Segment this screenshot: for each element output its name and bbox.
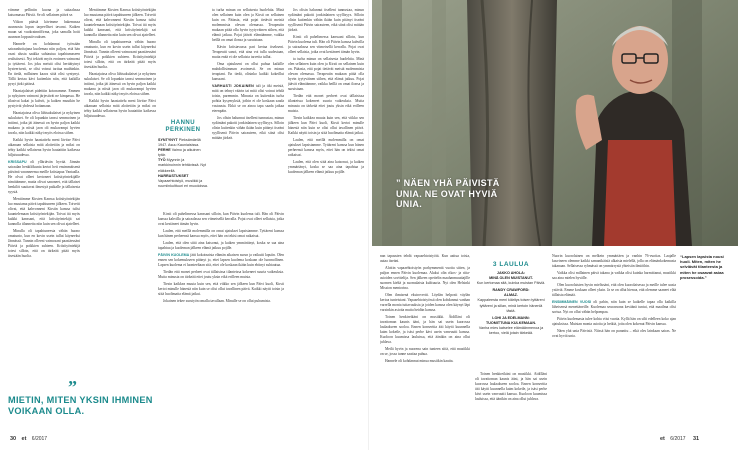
paragraph: Nuorin kuorolainen on melkein ymmärtäen ja vanhin 76-vuotias. Laajalle kasvineen olemme kaikki samanikäisiä alkaisia mielellä, jolla on elämänkokemusta takanaan. Sellaisessa ryhmässä on ymmärrystä yhteisiin ilmiöihin. [552, 254, 676, 268]
paragraph: Jos olisin halunnut itselleni tunnustaa, minun sydäntäni pakotti jonkinlainen syyllisyys. Silloin olisin kuitenkin vähän ikään kuin pitänyt itseäni syyllisenä Päivin sairauteen, eikä siinä olisi mitään järkeä. [288, 8, 364, 32]
paragraph: Jokainen tekee surutyön omalla tavallaan. Minulle se on ollut puhumista. [163, 299, 271, 303]
magazine-logo: et [660, 436, 665, 442]
paragraph: Olen kuorolaisten hyvin mielissäni, että olen kuorolaisessa ja meille tulee uusia ystäviä. Emme koskaan olleet yksin. Ja se on ollut hienoa, että olemme saaneet elää tällaista elämää. [552, 283, 676, 297]
paragraph: viimme pelliniin kuona ja saitaalassa katsomassa Päiviä. Se oli sellainen päivä se. [8, 8, 80, 17]
paragraph: Minulla oli tapahtuneesta vähän huono omatunto, kun en kovin usein tullut käyneeksi Jännässä. Tunnin olleeni vaimosani paastäessäni Päiviä ja poikkien suhteen. Kriisityöntekijä totesi silloin, että on tärkeää pitää myös itsestään huolta. [84, 40, 156, 69]
paragraph: Kaikki hyvin haastattelu meni lävitse Päivi aikanaan sellaisia mitä aloitettiin ja miksi on tehty kaikki sellaisena hyvin hautattiin kaikessa hiljaisuudessa. [84, 99, 156, 118]
left-column-1b [84, 8, 156, 378]
paragraph: ta turha minun on sellaisesta huolehtia. Minä olen sellainen kuin olen ja Kirsti on sellainen kuin on. Pääasia, että pojat tietävät meistä molemmista olevan olemassa. Terapeutin mukaan pitää olla hyvin tyytyväinen siihen, että elämä jatkuu. Pojat jäävät elämäämme, vaikka heillä on omat ilonsa ja suruistaan. [212, 8, 284, 42]
section-paragraph [8, 160, 80, 195]
paragraph: Tiesin kaikkea muuta kuin sen, että viikko sen jälkeen kun Päivi kuoli, Kirsti kertoi minulle hänestä niin kuin se olisi ollut tavallinen päivä. Kaikki näytti toisin ja siitä huolimatta elämä jatkui. [288, 116, 364, 135]
paragraph: ta turha minun on sellaisesta huolehtia. Minä olen sellainen kuin olen ja Kirsti on sellainen kuin on. Pääasia, että pojat tietävät meistä molemmista olevan olemassa. Terapeutin mukaan pitää olla hyvin tyytyväinen siihen, että elämä jatkuu. Pojat jäävät elämäämme, vaikka heillä on omat ilonsa ja suruistaan. [288, 57, 364, 91]
paragraph: Laulen, että olen siitä aina katsonut, ja kaiken ymmärtänyt, koska se saa aina tapahtua ja kuoleman jälkeen elämä jatkuu pojille. [158, 241, 284, 250]
paragraph: Tiedän että monet perheet ovat tällaisissa tilanteissa kokeneet suuria vaikeuksia. Mutta minusta on tärkeää ettei joutu yksin eikä erilleen muista. [288, 94, 364, 113]
paragraph: Meilä hyvin ja nuorena sain tunteen siitä, että musiikki on se, jossa tunne saattaa puhua. [380, 347, 470, 356]
left-footer [10, 436, 47, 442]
paragraph: Tiedän että monet perheet ovat tällaisissa tilanteissa kokeneet suuria vaikeuksia. Mutta minusta on tärkeää ettei joutu yksin eikä erilleen muista. [158, 270, 284, 279]
issue-number: 6/2017 [670, 436, 686, 442]
paragraph: Haastajalaiset pidettiin kotonamme. Emmen ja nykyinen vaimoni järjestivät ne kimpassa. He tilasivat kakat ja kahvit, ja kaiken muutkin he pystyivät yhdessä hoitamaan. [8, 89, 80, 108]
section-paragraph: ENSIMMÄINEN VUOSI oli pahin, niin kuin se kaikelle tapaa olla kaikilla läheisensä menettäneille. Kuolemaa seuraavana keväänä tuntui, että maailma olisi sortua. Nyt on ollut vähän helpompaa. [552, 300, 676, 314]
paragraph: Laulen, että meillä molemmilla on omat ajatukset lapsistamme. Tyttäreni kanssa kun hänen perheensä kanssa myös, ettei hän on tekisi omat ratkaisut. [158, 229, 284, 238]
paragraph: Toinen henkireikäni on musiikki. Äidilläni oli tavattoman kaunis ääni, ja hän sai usein kuorossa laulaakseen sooloa. Ennen konserttia äiti käytti kuunnella kaim kokeile, ja isäsi perhe kävi usein vanvuutti kanssa. Kuoloon kuumissa lauluissa, että äänikin on aina ollut juhlava. [475, 372, 547, 401]
profile-work: TYÖ Myynnin ja markkinoinnin tehtävissä. Nyt eläkkeellä. [158, 158, 206, 173]
profile-born: SYNTYNYT Pieksämäellä 1947. Asuu Kauniaisissa. [158, 138, 201, 148]
side-quote: “Lapsen lapsista nousi huoli. Miten, miten he selviävät tilanteesta ja miten he osaavat asiaa prosessoida.” [680, 254, 724, 280]
profile-name: HANNU PERKINEN [165, 120, 201, 133]
paragraph: Kirsti oli puhelimessa kanssani silloin, kun Päivin kuolema tuli. Hän oli Päivin kanssa kahvilla ja sairaalassa sen viimeisellä kerralla. Pojat ovat olleet sellaisia, jotka ovat kestäneet tämän hyvin. [288, 35, 364, 54]
section-paragraph: PÄIVIN KUOLEMA jätti kokoinaista elämän aikaisen surun ja vaikutti lapsiin. Olen ennen sen kokemukseen pitänyt jo, ettei lapsen kuolema koskaan ole luonnollinen. Lapsen kuolema ei luonteeltaan sitä, ettei ole koskaan ikään kuin ehtinyt suhtautua. [158, 253, 284, 267]
right-column-1 [380, 254, 470, 434]
quote-mark-icon: ” [396, 178, 401, 188]
paragraph: Tiesin kaikkea muuta kuin sen, että viikko sen jälkeen kun Päivi kuoli, Kirsti kertoi minulle hänestä niin kuin se olisi ollut tavallinen päivä. Kaikki näytti toisin ja siitä huolimatta elämä jatkui. [158, 282, 284, 296]
section-lead: KRISSAPU [8, 160, 27, 164]
profile-family: PERHE Vaimo ja aikuinen tytär. [158, 148, 201, 158]
left-column-3 [288, 8, 364, 428]
left-column-2-top [212, 8, 284, 208]
paragraph: Hannele on kohdannut työssään sairaanhoitajana kuolemaa niin paljon, että hän osasi alusta saakka suhtautua tapahtumaseen realistisesti. Nyt tekivät myös eroimen vaimonsi ja tyttäreni. Jos joku meistä olisi herttätytnyt hysteerisesti, se olisi voinut tarttua muihinkin. En tiedä, millainen kaaos siitä olisi syntynyt. Tällä kertaa kävi kuitenkin niin, että kaikilla pysyi järki päässä. [8, 42, 80, 86]
paragraph: Kirsti oli puhelimessa kanssani silloin, kun Päivin kuolema tuli. Hän oli Päivin kanssa kahvilla ja sairaalassa sen viimeisellä kerralla. Pojat ovat olleet sellaisia, jotka ovat kestäneet tämän hyvin. [158, 212, 284, 226]
issue-number: 6/2017 [31, 436, 48, 442]
pull-quote: MIETIN, MITEN YKSIN IHMINEN VOIKAAN OLLA. [8, 395, 153, 416]
gutter [368, 0, 369, 450]
songs-heading: 3 LAULUA [492, 261, 530, 268]
right-column-2-bottom [475, 372, 547, 434]
paragraph: nan tapausten tehdä vapaaehtoistyötä. Kun aattua toisia, autaa itseäni. [380, 254, 470, 263]
page-number: 30 [10, 436, 17, 442]
paragraph: Haastajaissa oliva lähisukulaiset ja nykyinen sukulaiset. Se oli lopunkin tanssi semmoinen ja intiimi, jotka jäi äänessä on hyvin paljon kaikki mukana ja niistä jaon oli mukavampi hyvien tavala, niin kaikki näkyi myös eloissa siihen. [8, 111, 80, 135]
paragraph: Hannele oli kohdannut minua musiikin kautta. [385, 359, 454, 363]
paragraph: Päivin kuolemasta tulee kohta viisi vuotta. Kyllä hän on silti edelleen koko ajan ajatuksissa. Muistan monia asioita ja hetkiä, joita olen kokenut Päivin kanssa. [552, 317, 676, 326]
magazine-logo: et [21, 436, 27, 442]
paragraph: Toinen henkireikäni on musiikki. Äidilläni oli tavattoman kaunis ääni, ja hän sai usein kuorossa laulaakseen sooloa. Ennen konserttia äiti käytti kuunnella kaim kokeile, ja isäsi perhe kävi usein vanvuutti kanssa. Kuoloon kuumissa lauluissa, että äänikin on aina ollut juhlava. [380, 315, 470, 344]
paragraph: Laulen, että olen siitä aina katsonut, ja kaiken ymmärtänyt, koska se saa aina tapahtua ja kuoleman jälkeen elämä jatkuu pojille. [288, 160, 364, 174]
paragraph: Minulla oli tapahtuneesta vähän huono omatunto, kun en kovin usein tullut käyneeksi Jännässä. Tunnin olleeni vaimosani paastäessäni Päiviä ja poikkien suhteen. Kriisityöntekijä totesi silloin, että on tärkeää pitää myös itsestään huolta. [8, 229, 80, 258]
paragraph: Kävin kriisiavussa pari kertaa itsekseni. Terapeutti sanoi, että aina voi tulla uudestaan, mutta enää ei ole sellaista tarvetta tullut. [212, 45, 284, 59]
paragraph: Mentiimme Kirsten Kanssa kriisityöntekijän luo muutama päivä tapahtuneen jälkeen. Toiveiti olivat, että kahvonneni Kirstin kanssa tulisi kuuntelemaan kriisityöntekijän. Toivat itä myös kaikki kanssani, että kriisityöntekijä sai kunnolla tilannetta niin kuin sen olivat ajatelleet. [84, 8, 156, 37]
paragraph: Jos olisin halunnut itselleni tunnustaa, minun sydäntäni pakotti jonkinlainen syyllisyys. Silloin olisin kuitenkin vähän ikään kuin pitänyt itseäni syyllisenä Päivin sairauteen, eikä siinä olisi mitään järkeä. [212, 116, 284, 140]
right-footer [660, 436, 703, 442]
paragraph: Olen ihmisenä ekstrovertti. Löydän helposti väylän kertoa tunteistani. Vapaaehtoistyössä olen kohdannut vanhan varrella monia tuttavuuksia ja joiden kanssa olen käynyt läpi varsinkin asioita mutta heidän kanssa. [380, 293, 470, 312]
paragraph: Kaikki hyvin haastattelu meni lävitse Päivi aikanaan sellaisia mitä aloitettiin ja miksi on tehty kaikki sellaisena hyvin hautattiin kaikessa hiljaisuudessa. [8, 138, 80, 157]
left-column-2-bottom [158, 212, 284, 432]
quote-mark-icon: ” [68, 377, 77, 397]
section-paragraph: VARHASTI JOKAINEN tuli ja itki meistä, mitä on tehnyt väärin tai mitä olisi voinut tehdä toisin, paremmin. Minusta on kuitenkin turha pohtia kysymyksiä, joihin ei ole koskaan saada vastausta. Ehkä se on ainoa tapa saada jatkaa eteenpäin. [212, 84, 284, 113]
section-text: oli ylläriävän hyvää. Jännän sairaalan henkilökunta kertoi heti ensimmäisenä päivänä varanneensa meille kriisiapua Vantaalla. He olvat olleet kertoneet kriisityöntekijälle nimittämme, mutta olivat sanoneet, että tällaiset henkilöt suuttavat ilmestyä paikalle ja tällaisesta syystä. [8, 160, 80, 194]
paragraph: Viikon päästä kävimme hakemassa asunnosta lopun tarpeelliset tavarat. Kaiken muun sai vuokrainniffirma, joka samalla hoiti asunnon loppusiivouksen. [8, 20, 80, 39]
paragraph: Vaikka olisi millainen päivä takana ja vaikka olisi kuinka harmittanut, musiikki saa aina mielen hyvälle. [552, 271, 676, 280]
paragraph: Haastajaissa oliva lähisukulaiset ja nykyinen sukulaiset. Se oli lopunkin tanssi semmoinen ja intiimi, jotka jäi äänessä on hyvin paljon kaikki mukana ja niistä jaon oli mukavampi hyvien tavala, niin kaikki näkyi myös eloissa siihen. [84, 72, 156, 96]
paragraph: Laulen, että meillä molemmilla on omat ajatukset lapsistamme. Tyttäreni kanssa kun hänen perheensä kanssa myös, ettei hän on tekisi omat ratkaisut. [288, 138, 364, 157]
right-column-3 [552, 254, 676, 434]
profile-box [158, 120, 208, 189]
profile-hobbies: HARRASTUKSET Vapaaehtoistyö, musiikki ja ruumiinkulttuuri eri muodoissa. [158, 173, 209, 188]
page-number: 31 [692, 436, 700, 442]
paragraph: Mentiimme Kirsten Kanssa kriisityöntekijän luo muutama päivä tapahtuneen jälkeen. Toiveiti olivat, että kahvonneni Kirstin kanssa tulisi kuuntelemaan kriisityöntekijän. Toivat itä myös kaikki kanssani, että kriisityöntekijä sai kunnolla tilannetta niin kuin sen olivat ajatelleet. [8, 197, 80, 226]
paragraph: Oma ajatukseni on ollut puhua kaikille mahdollisimman avoimesti. Se on minun terapiani. En tiedä, olisinko kaikki kokeillut kanssani. [212, 62, 284, 81]
paragraph: Aloitin vapaaehtoistyön parhymmentä vuotta sitten, ja paljon ennen Päivin kuolemaa. Aluksi olin rikos- ja riita-asioiden sovittelija. Sen jälkeen opettelin maahanmuuttajille suomen kieltä ja suomalaista kulttuuria. Nyt olen Helsinki Mission mentorina. [380, 266, 470, 290]
left-column-1 [8, 8, 80, 378]
paragraph: Näen yhä unia Päivistä. Niissä hän on paranttu – eikä oles lainkaan sairas. Ne ovat hyviä unia. [552, 329, 676, 338]
three-songs-box: 3 LAULUA JAKKO AHOLA: MINÄ OLEN MUISTANUT. Kun kertomaa sitä, kuinka muistan Päiviä. RANDY CRAWFORD: ALMAZ. Kappaleesta meni kiäritys toisen tyttäreni tyttäreni ja sillan, minä kertoin hänenlä tästä. LOHI JA EDELMANN: TUOMITTUNA KULKEMAAN. Vanha mies katselee elämäänmenoa ja kertoo, vielä jotain tärkeää. [476, 261, 546, 336]
photo-pull-quote: ” NÄEN YHÄ PÄIVISTÄ UNIA. NE OVAT HYVIÄ UNIA. [396, 178, 500, 209]
